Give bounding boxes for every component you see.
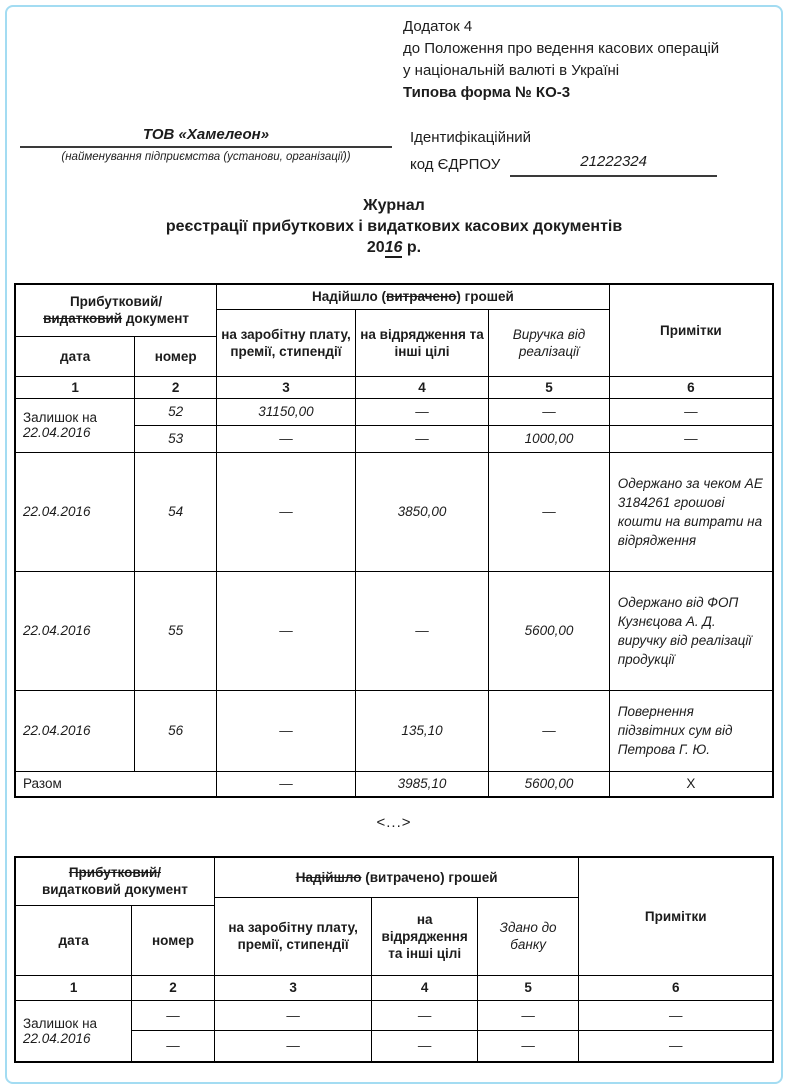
title-year-line (14, 237, 774, 258)
edrpou-block (410, 126, 781, 177)
doc-group-struck-word: видатковий (43, 311, 123, 327)
doc-group-text: видатковий документ (41, 882, 188, 898)
header-doc-group (15, 284, 217, 336)
year-handwritten: 16 (384, 239, 403, 256)
balance-cell (15, 1000, 132, 1062)
company-name: ТОВ «Хамелеон» (20, 126, 392, 148)
money-group-text: ) грошей (456, 289, 514, 305)
cell-revenue: 1000,00 (489, 425, 610, 452)
company-row (7, 126, 781, 177)
column-number-row (15, 376, 773, 398)
col-index: 6 (579, 975, 773, 1000)
cell-salary: — (217, 571, 356, 690)
edrpou-value: 21222324 (510, 150, 717, 177)
header-money-group (217, 284, 610, 309)
company-block (20, 126, 392, 163)
doc-group-text: документ (122, 311, 190, 327)
cell-doc-number: — (132, 1000, 215, 1030)
year-prefix: 20 (366, 239, 385, 256)
total-note: Х (609, 771, 773, 797)
col-index: 2 (132, 975, 215, 1000)
cell-doc-number: 53 (135, 425, 217, 452)
header-number: номер (132, 905, 215, 975)
header-money-group (214, 857, 579, 897)
column-number-row (15, 975, 773, 1000)
col-index: 5 (477, 975, 579, 1000)
cell-travel: — (355, 398, 488, 425)
cell-revenue: — (489, 452, 610, 571)
header-date: дата (15, 336, 135, 376)
cell-travel: 135,10 (355, 690, 488, 771)
title-line-1: Журнал (363, 197, 425, 214)
cell-note: — (579, 1030, 773, 1062)
omission-separator: <...> (376, 814, 412, 831)
edrpou-label-line2: код ЄДРПОУ (410, 156, 501, 173)
col-index: 1 (15, 975, 132, 1000)
total-travel: 3985,10 (355, 771, 488, 797)
balance-date: 22.04.2016 (23, 425, 91, 440)
table-row (15, 1000, 773, 1030)
title-line-2: реєстрації прибуткових і видаткових касових документів (165, 218, 623, 235)
total-salary: — (217, 771, 356, 797)
cell-note: Одержано за чеком АЕ 3184261 грошові кошти на витрати на відрядження (609, 452, 773, 571)
cell-bank: — (477, 1000, 579, 1030)
cell-doc-number: 54 (135, 452, 217, 571)
col-index: 3 (214, 975, 372, 1000)
header-doc-group (15, 857, 214, 905)
appendix-line: до Положення про ведення касових операцій (403, 40, 720, 57)
header-notes: Примітки (579, 857, 773, 975)
cell-revenue: 5600,00 (489, 571, 610, 690)
col-index: 2 (135, 376, 217, 398)
money-group-text: Надійшло ( (312, 289, 387, 305)
form-number: Типова форма № КО-3 (403, 84, 571, 101)
header-salary: на заробітну плату, премії, стипендії (214, 897, 372, 975)
table-row (15, 398, 773, 425)
cell-date: 22.04.2016 (15, 452, 135, 571)
appendix-block (403, 16, 781, 104)
table-row (15, 452, 773, 571)
col-index: 6 (609, 376, 773, 398)
appendix-line: у національній валюті в Україні (403, 62, 620, 79)
cell-travel: — (355, 425, 488, 452)
cell-doc-number: — (132, 1030, 215, 1062)
balance-label: Залишок на (23, 410, 98, 425)
header-revenue: Виручка від реалізації (489, 309, 610, 376)
cell-travel: 3850,00 (355, 452, 488, 571)
cell-salary: — (214, 1030, 372, 1062)
appendix-line: Додаток 4 (403, 18, 473, 35)
balance-cell (15, 398, 135, 452)
cell-note: Повернення підзвітних сум від Петрова Г. Ю. (609, 690, 773, 771)
col-index: 4 (355, 376, 488, 398)
company-caption: (найменування підприємства (установи, організації)) (61, 151, 351, 163)
total-label: Разом (15, 771, 217, 797)
document-title (14, 195, 774, 258)
cell-doc-number: 52 (135, 398, 217, 425)
balance-date: 22.04.2016 (23, 1030, 91, 1046)
header-number: номер (135, 336, 217, 376)
cell-travel: — (372, 1000, 477, 1030)
col-index: 4 (372, 975, 477, 1000)
header-notes: Примітки (609, 284, 773, 376)
cell-note: Одержано від ФОП Кузнєцова А. Д. виручку від реалізації продукції (609, 571, 773, 690)
year-suffix: р. (402, 239, 422, 256)
cell-salary: — (217, 425, 356, 452)
col-index: 3 (217, 376, 356, 398)
cell-note: — (609, 425, 773, 452)
header-travel: на відрядження та інші цілі (355, 309, 488, 376)
money-group-struck-word: Надійшло (295, 869, 362, 885)
journal-table-2 (14, 856, 774, 1063)
cell-travel: — (372, 1030, 477, 1062)
total-revenue: 5600,00 (489, 771, 610, 797)
cell-date: 22.04.2016 (15, 571, 135, 690)
table-row (15, 571, 773, 690)
money-group-text: (витрачено) грошей (361, 869, 498, 885)
form-page (5, 5, 783, 1084)
cell-doc-number: 55 (135, 571, 217, 690)
header-travel: на відрядження та інші цілі (372, 897, 477, 975)
edrpou-line2 (410, 150, 781, 177)
cell-revenue: — (489, 398, 610, 425)
header-date: дата (15, 905, 132, 975)
cell-salary: — (214, 1000, 372, 1030)
cell-doc-number: 56 (135, 690, 217, 771)
cell-salary: — (217, 690, 356, 771)
table-row (15, 690, 773, 771)
money-group-struck-word: витрачено (386, 289, 457, 305)
doc-group-struck-word: Прибутковий/ (68, 865, 161, 881)
col-index: 5 (489, 376, 610, 398)
col-index: 1 (15, 376, 135, 398)
cell-note: — (609, 398, 773, 425)
edrpou-label-line1: Ідентифікаційний (410, 129, 532, 146)
header-bank: Здано до банку (477, 897, 579, 975)
cell-date: 22.04.2016 (15, 690, 135, 771)
balance-label: Залишок на (23, 1015, 98, 1031)
cell-salary: — (217, 452, 356, 571)
cell-note: — (579, 1000, 773, 1030)
journal-table-1 (14, 283, 774, 798)
doc-group-text: Прибутковий/ (69, 294, 163, 310)
cell-bank: — (477, 1030, 579, 1062)
cell-revenue: — (489, 690, 610, 771)
cell-travel: — (355, 571, 488, 690)
cell-salary: 31150,00 (217, 398, 356, 425)
total-row (15, 771, 773, 797)
header-salary: на заробітну плату, премії, стипендії (217, 309, 356, 376)
